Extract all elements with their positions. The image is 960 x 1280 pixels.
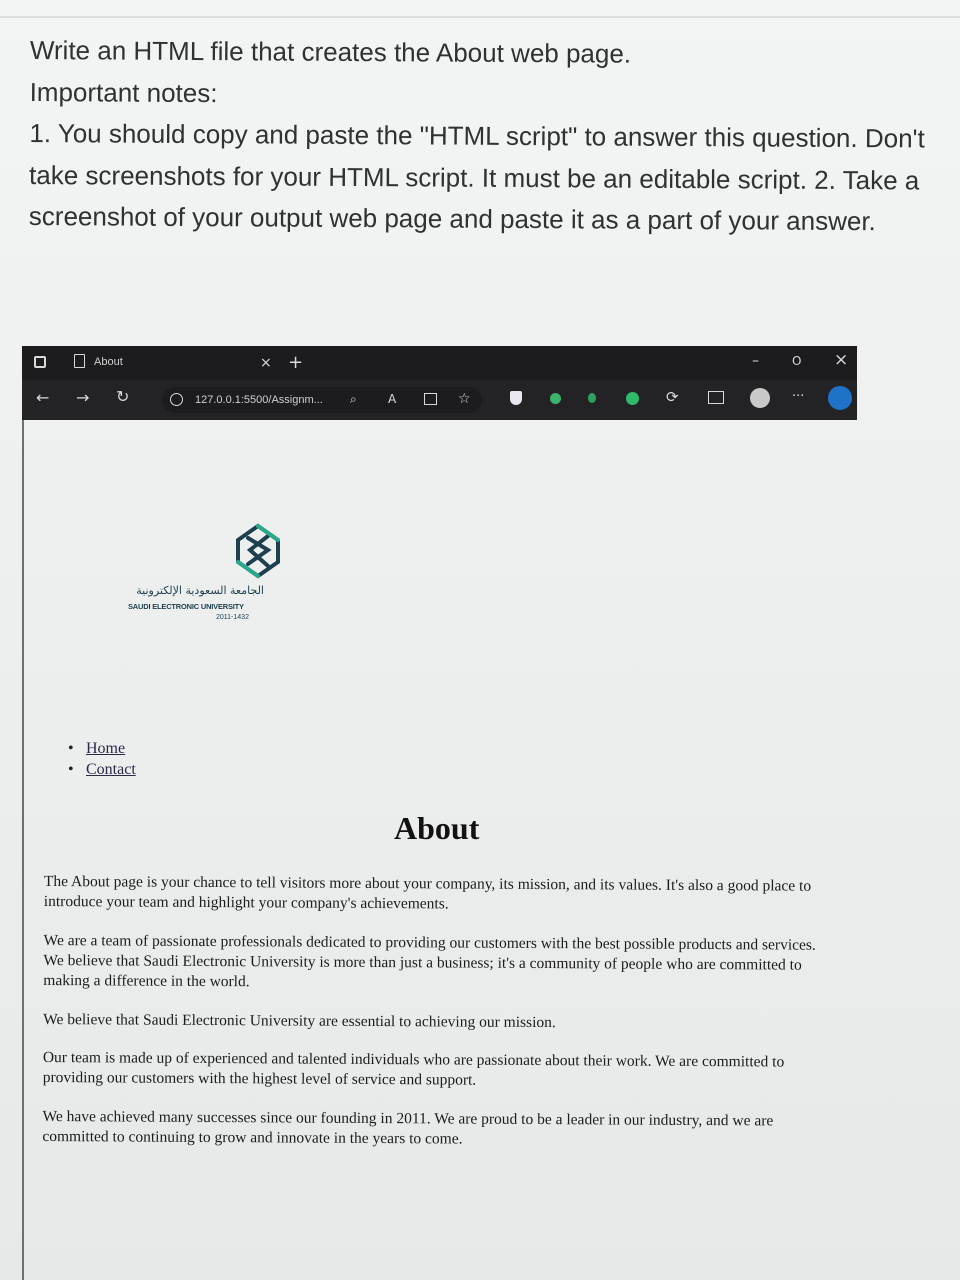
browser-window [22,346,857,420]
back-icon[interactable]: ← [36,388,50,407]
page-title: About [394,810,480,846]
green-circle-icon[interactable] [626,392,639,405]
bing-icon[interactable] [828,386,852,410]
reload-icon[interactable]: ↻ [116,387,130,406]
nav-item-contact [68,761,136,782]
home-link[interactable]: Home [86,740,126,757]
avatar[interactable] [750,388,770,408]
question-line-5: screenshot of your output web page and paste it as a part of your answer. [28,200,876,237]
green-shield-icon[interactable] [550,393,561,404]
url-text[interactable]: 127.0.0.1:5500/Assignm... [195,394,323,406]
address-bar[interactable] [162,387,482,413]
logo-year-text: 2011-1432 [216,614,249,621]
minimize-icon[interactable]: – [752,353,759,369]
paragraph-intro: The About page is your chance to tell visitors more about your company, its mission, and its values. It's also a good place to introduce your team and highlight your company's achievements. [43,873,812,913]
maximize-icon[interactable]: O [792,354,802,368]
question-line-1: Write an HTML file that creates the About web page. [29,34,632,69]
question-line-2: Important notes: [29,76,218,108]
forward-icon[interactable]: → [76,388,90,407]
leaf-icon[interactable] [588,393,596,403]
paragraph-people: Our team is made up of experienced and talented individuals who are passionate about their work. We are committed to providing our customers with the highest level of service and support. [42,1048,785,1089]
page-icon [74,354,85,368]
new-tab-icon[interactable]: + [288,352,304,373]
info-icon[interactable] [170,393,183,406]
about-content [42,872,834,1171]
tab-title[interactable]: About [94,356,123,368]
refresh-circle-icon[interactable]: ⟳ [666,388,679,406]
page-viewport [22,420,857,1280]
paragraph-mission: We believe that Saudi Electronic University are essential to achieving our mission. [43,1010,556,1032]
logo-english-text: SAUDI ELECTRONIC UNIVERSITY [128,602,244,611]
favorite-star-icon[interactable]: ☆ [458,391,471,407]
divider [0,16,960,18]
nav-item-home [68,740,136,761]
tab-actions-icon[interactable] [34,356,46,368]
logo-mark-icon [228,520,288,582]
question-text [29,30,960,243]
address-bar-row [22,380,857,420]
tab-close-icon[interactable]: × [260,355,272,371]
question-line-3: 1. You should copy and paste the "HTML script" to answer this question. Don't [29,117,925,154]
tab-bar [22,346,857,380]
contact-link[interactable]: Contact [86,761,136,778]
zoom-icon[interactable]: ⌕ [350,392,357,406]
question-line-4: take screenshots for your HTML script. It must be an editable script. 2. Take a [29,159,920,195]
nav-list [68,740,136,782]
split-screen-icon[interactable] [708,391,724,404]
close-window-icon[interactable]: × [834,350,849,370]
app-icon[interactable] [424,393,437,405]
shield-extension-icon[interactable] [510,391,522,405]
paragraph-team: We are a team of passionate professionals dedicated to providing our customers with the best possible products and services. We believe that Saudi Electronic University is more than just a business; it's a community of people who are committed to making a difference in the world. [43,931,816,991]
paragraph-achievements: We have achieved many successes since our founding in 2011. We are proud to be a leader in our industry, and we are committed to continuing to grow and innovate in the years to come. [42,1107,774,1148]
read-aloud-icon[interactable]: A [388,392,397,406]
logo-arabic-text: الجامعة السعودية الإلكترونية [136,584,264,597]
university-logo [124,520,284,632]
more-menu-icon[interactable]: ··· [792,389,805,404]
